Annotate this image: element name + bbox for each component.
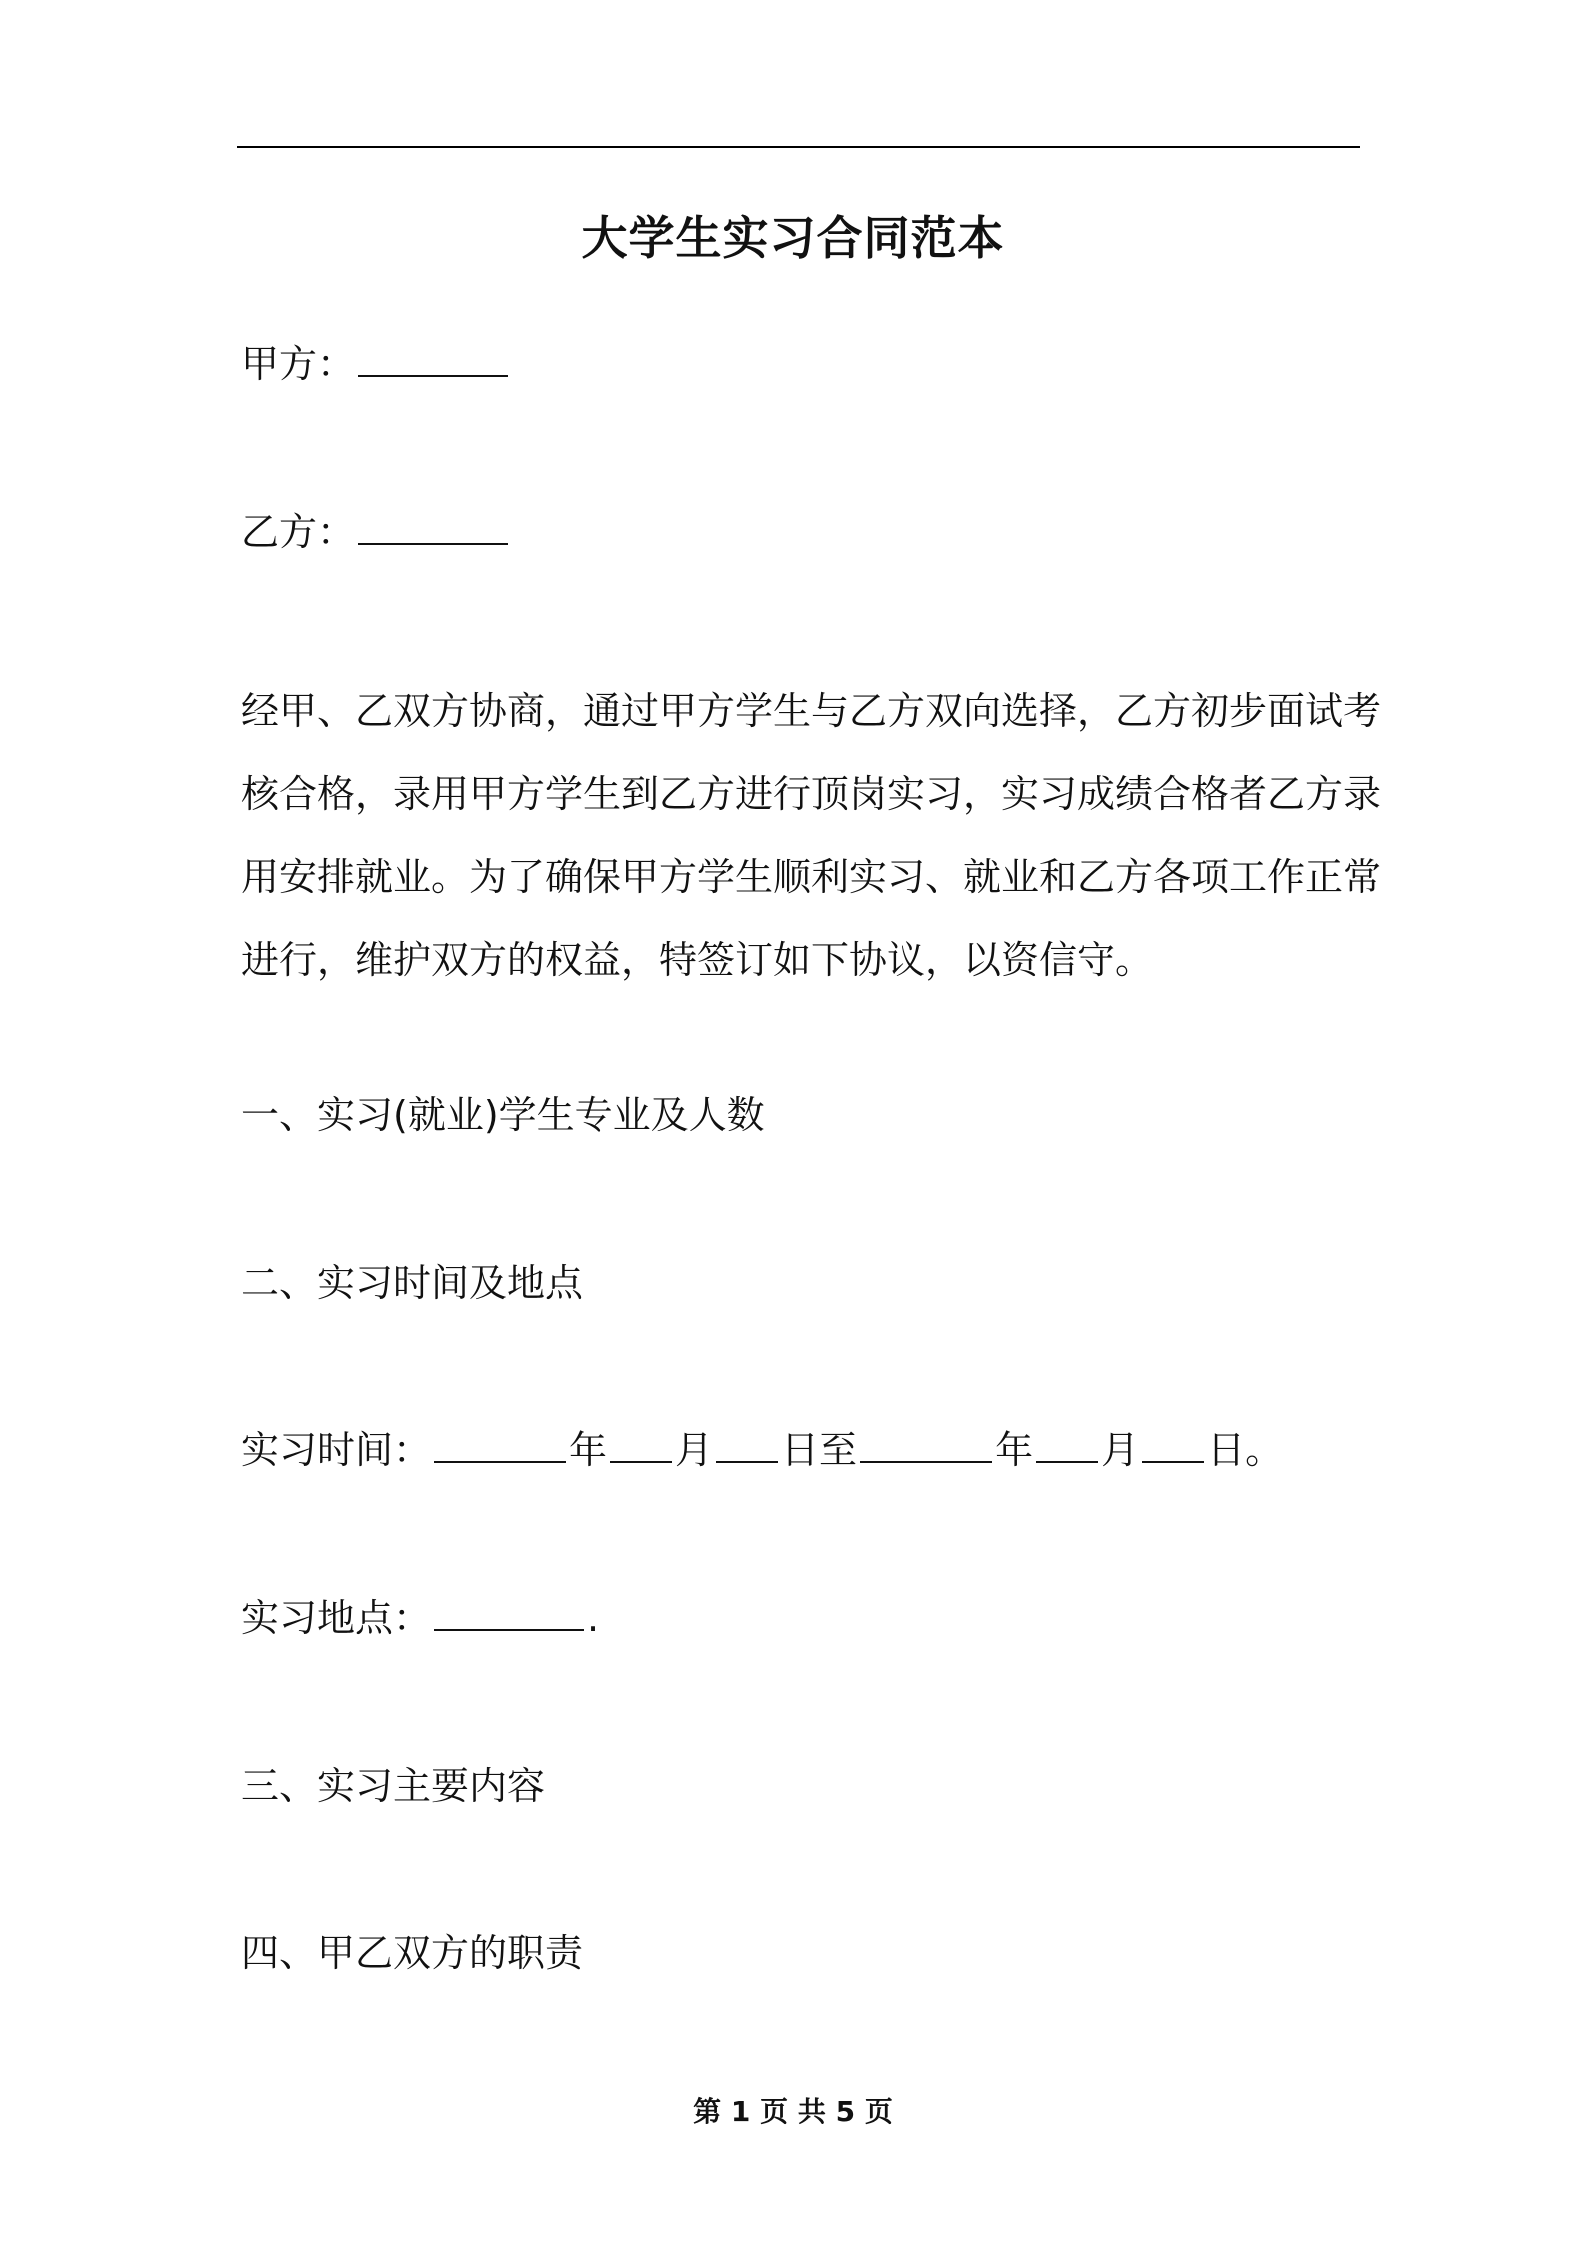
year-text: 年 bbox=[995, 1428, 1034, 1472]
party-a-label: 甲方： bbox=[241, 342, 356, 386]
end-text: 日。 bbox=[1207, 1428, 1284, 1472]
internship-location-line bbox=[241, 1591, 599, 1645]
preamble-paragraph bbox=[241, 670, 1382, 1002]
internship-time-line bbox=[241, 1423, 1283, 1477]
location-blank bbox=[434, 1599, 584, 1631]
section-3-heading: 三、实习主要内容 bbox=[241, 1764, 546, 1808]
end-day-blank bbox=[1142, 1431, 1204, 1463]
section-2-heading: 二、实习时间及地点 bbox=[241, 1261, 584, 1305]
end-year-blank bbox=[860, 1431, 992, 1463]
party-b-label: 乙方： bbox=[241, 510, 356, 554]
start-day-blank bbox=[716, 1431, 778, 1463]
start-month-blank bbox=[610, 1431, 672, 1463]
month-text: 月 bbox=[1101, 1428, 1140, 1472]
party-a-blank bbox=[358, 345, 508, 377]
day-to-text: 日至 bbox=[781, 1428, 858, 1472]
section-1-heading: 一、实习(就业)学生专业及人数 bbox=[241, 1093, 765, 1137]
section-4-heading: 四、甲乙双方的职责 bbox=[241, 1931, 584, 1975]
page-number: 第 1 页 共 5 页 bbox=[693, 2095, 893, 2128]
party-b-line bbox=[241, 505, 511, 559]
header-rule bbox=[237, 146, 1360, 148]
party-a-line bbox=[241, 337, 511, 391]
end-month-blank bbox=[1036, 1431, 1098, 1463]
location-label: 实习地点： bbox=[241, 1596, 432, 1640]
preamble-line: 核合格，录用甲方学生到乙方进行顶岗实习，实习成绩合格者乙方录 bbox=[241, 772, 1382, 816]
start-year-blank bbox=[434, 1431, 566, 1463]
month-text: 月 bbox=[675, 1428, 714, 1472]
document-title: 大学生实习合同范本 bbox=[581, 211, 1005, 265]
time-label: 实习时间： bbox=[241, 1428, 432, 1472]
party-b-blank bbox=[358, 513, 508, 545]
location-end: . bbox=[587, 1596, 600, 1640]
preamble-line: 进行，维护双方的权益，特签订如下协议，以资信守。 bbox=[241, 938, 1154, 982]
preamble-line: 用安排就业。为了确保甲方学生顺利实习、就业和乙方各项工作正常 bbox=[241, 855, 1382, 899]
year-text: 年 bbox=[569, 1428, 608, 1472]
preamble-line: 经甲、乙双方协商，通过甲方学生与乙方双向选择，乙方初步面试考 bbox=[241, 689, 1382, 733]
